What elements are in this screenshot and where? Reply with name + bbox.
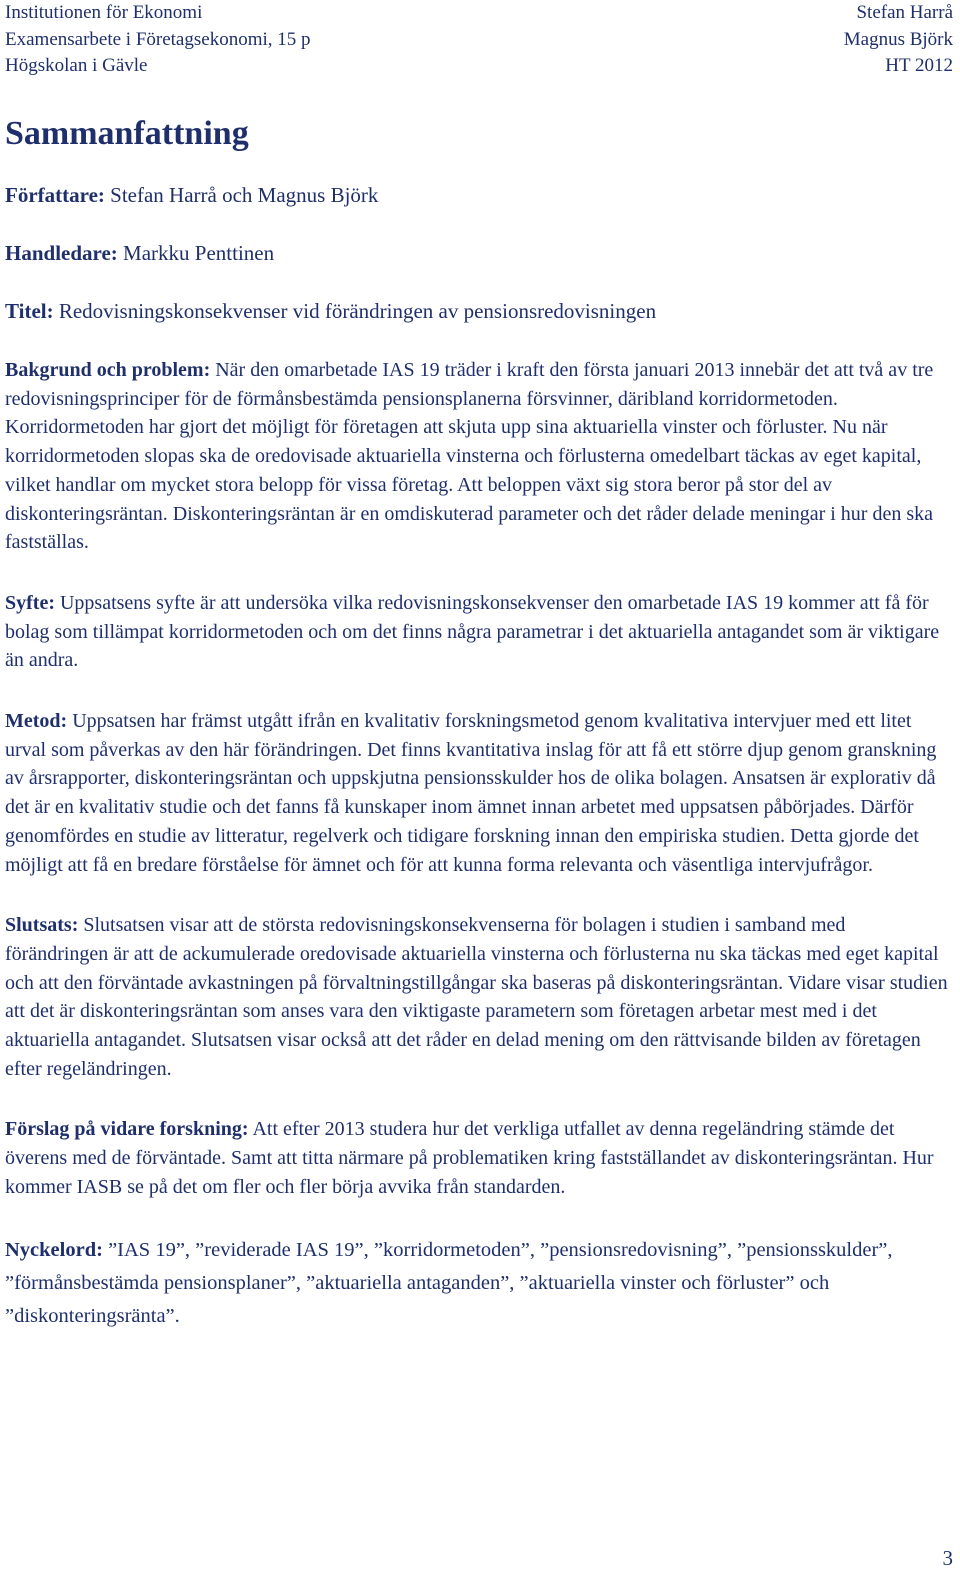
authors-label: Författare: — [5, 183, 105, 207]
further-research-text: Att efter 2013 studera hur det verkliga utfallet av denna regeländring stämde det överens med de förväntade. Samt att titta närmare på problematiken kring fastställandet av diskonteringsräntan. Hur kommer IASB se på det om fler och fler börja avvika från standarden. — [5, 1118, 934, 1198]
authors-line — [5, 182, 950, 208]
authors-value: Stefan Harrå och Magnus Björk — [110, 183, 379, 207]
supervisor-value: Markku Penttinen — [123, 241, 275, 265]
supervisor-label: Handledare: — [5, 241, 118, 265]
keywords-section — [5, 1234, 950, 1333]
header-institution: Institutionen för Ekonomi — [5, 2, 203, 23]
supervisor-line — [5, 240, 950, 266]
background-text: När den omarbetade IAS 19 träder i kraft den första januari 2013 innebär det att två av tre redovisningsprinciper för de förmånsbestämda pensionsplanerna försvinner, däribland korridormetoden. Korridormetoden har gjort det möjligt för företagen att skjuta upp sina aktuariella vinster och förluster. Nu när korridormetoden slopas ska de oredovisade aktuariella vinsterna och förlusterna omedelbart täckas av eget kapital, vilket handlar om mycket stora belopp för vissa företag. Att beloppen växt sig stora beror på stor del av diskonteringsräntan. Diskonteringsräntan är en omdiskuterad parameter och det råder delade meningar i hur den ska fastställas. — [5, 359, 934, 554]
further-research-section — [5, 1115, 950, 1201]
page-header — [5, 0, 953, 78]
further-research-label: Förslag på vidare forskning: — [5, 1118, 249, 1141]
header-university: Högskolan i Gävle — [5, 55, 148, 76]
background-label: Bakgrund och problem: — [5, 359, 211, 381]
keywords-text: ”IAS 19”, ”reviderade IAS 19”, ”korridormetoden”, ”pensionsredovisning”, ”pensionsskulder”, ”förmånsbestämda pensionsplaner”, ”aktuariella antaganden”, ”aktuariella vinster och förluster” och ”diskonteringsränta”. — [5, 1238, 893, 1327]
thesis-title-line — [5, 298, 950, 324]
purpose-label: Syfte: — [5, 591, 55, 614]
conclusion-section — [5, 911, 950, 1083]
header-right-block — [844, 0, 953, 80]
keywords-label: Nyckelord: — [5, 1238, 103, 1261]
page-number: 3 — [942, 1546, 953, 1570]
page-title: Sammanfattning — [5, 115, 249, 152]
header-course: Examensarbete i Företagsekonomi, 15 p — [5, 28, 311, 50]
header-left-block — [5, 0, 311, 80]
method-section — [5, 707, 950, 879]
background-section — [5, 356, 950, 557]
header-term: HT 2012 — [885, 55, 953, 76]
purpose-section — [5, 589, 950, 675]
method-text: Uppsatsen har främst utgått ifrån en kvalitativ forskningsmetod genom kvalitativa intervjuer med ett litet urval som påverkas av den här förändringen. Det finns kvantitativa inslag för att få ett större djup genom granskning av årsrapporter, diskonteringsräntan och uppskjutna pensionsskulder hos de olika bolagen. Ansatsen är explorativ då det är en kvalitativ studie och det fanns få kunskaper inom ämnet innan arbetet med uppsatsen påbörjades. Därför genomfördes en studie av litteratur, regelverk och tidigare forskning innan den empiriska studien. Detta gjorde det möjligt att få en bredare förståelse för ämnet och för att kunna forma relevanta och väsentliga intervjufrågor. — [5, 710, 937, 876]
thesis-title-label: Titel: — [5, 299, 54, 323]
header-author-2: Magnus Björk — [843, 28, 953, 50]
purpose-text: Uppsatsens syfte är att undersöka vilka redovisningskonsekvenser den omarbetade IAS 19 kommer att få för bolag som tillämpat korridormetoden och om det finns några parametrar i det aktuariella antagandet som är viktigare än andra. — [5, 591, 940, 672]
header-author-1: Stefan Harrå — [856, 2, 953, 23]
conclusion-text: Slutsatsen visar att de största redovisningskonsekvenserna för bolagen i studien i samband med förändringen är att de ackumulerade oredovisade aktuariella vinsterna och förlusterna nu ska täckas med eget kapital och att den förväntade avkastningen på förvaltningstillgångar ska baseras på diskonteringsräntan. Vidare visar studien att det är diskonteringsräntan som anses vara den viktigaste parametern som företagen arbetar mest med i det aktuariella antagandet. Slutsatsen visar också att det råder en delad mening om den rättvisande bilden av företagen efter regeländringen. — [5, 914, 948, 1080]
method-label: Metod: — [5, 710, 68, 733]
conclusion-label: Slutsats: — [5, 914, 79, 937]
thesis-title-value: Redovisningskonsekvenser vid förändringen av pensionsredovisningen — [58, 299, 657, 323]
document-body — [5, 112, 950, 1333]
